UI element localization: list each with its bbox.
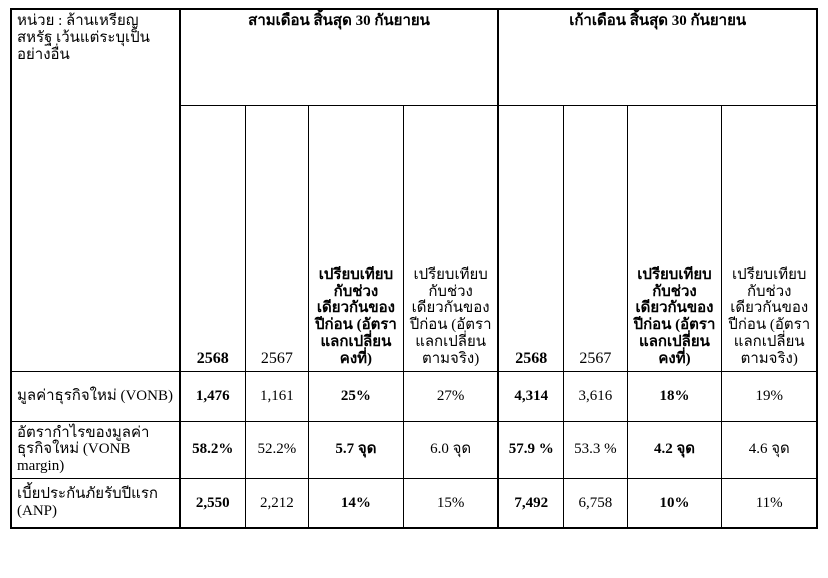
cell-anp-2567-9m: 6,758: [564, 478, 627, 528]
cell-margin-afx-q3: 6.0 จุด: [403, 421, 498, 478]
table-header-row-subs: [11, 105, 817, 371]
subheader-year-2568-q3: 2568: [180, 105, 245, 371]
cell-anp-afx-9m: 11%: [722, 478, 817, 528]
cell-anp-2567-q3: 2,212: [245, 478, 308, 528]
table-row: [11, 371, 817, 421]
cell-margin-cfx-9m: 4.2 จุด: [627, 421, 722, 478]
cell-margin-2568-q3: 58.2%: [180, 421, 245, 478]
row-label-vonb: มูลค่าธุรกิจใหม่ (VONB): [11, 371, 180, 421]
cell-margin-cfx-q3: 5.7 จุด: [308, 421, 403, 478]
cell-vonb-2567-9m: 3,616: [564, 371, 627, 421]
cell-vonb-2568-9m: 4,314: [498, 371, 563, 421]
cell-anp-2568-q3: 2,550: [180, 478, 245, 528]
cell-vonb-afx-q3: 27%: [403, 371, 498, 421]
header-spacer-cell: [11, 105, 180, 371]
cell-anp-2568-9m: 7,492: [498, 478, 563, 528]
cell-margin-2568-9m: 57.9 %: [498, 421, 563, 478]
cell-margin-2567-q3: 52.2%: [245, 421, 308, 478]
row-label-vonb-margin: อัตรากำไรของมูลค่าธุรกิจใหม่ (VONB margin): [11, 421, 180, 478]
group-header-nine-months: เก้าเดือน สิ้นสุด 30 กันยายน: [498, 9, 817, 105]
subheader-yoy-constant-fx-9m: เปรียบเทียบกับช่วงเดียวกันของปีก่อน (อัตราแลกเปลี่ยนคงที่): [627, 105, 722, 371]
financial-highlights-table: [10, 8, 818, 529]
cell-vonb-2568-q3: 1,476: [180, 371, 245, 421]
table-row: [11, 421, 817, 478]
table-header-row-groups: [11, 9, 817, 105]
cell-anp-cfx-q3: 14%: [308, 478, 403, 528]
subheader-year-2567-9m: 2567: [564, 105, 627, 371]
cell-vonb-2567-q3: 1,161: [245, 371, 308, 421]
subheader-year-2568-9m: 2568: [498, 105, 563, 371]
table-row: [11, 478, 817, 528]
subheader-year-2567-q3: 2567: [245, 105, 308, 371]
group-header-three-months: สามเดือน สิ้นสุด 30 กันยายน: [180, 9, 499, 105]
subheader-yoy-actual-fx-9m: เปรียบเทียบกับช่วงเดียวกันของปีก่อน (อัตราแลกเปลี่ยนตามจริง): [722, 105, 817, 371]
cell-vonb-cfx-9m: 18%: [627, 371, 722, 421]
unit-note-cell: หน่วย : ล้านเหรียญสหรัฐ เว้นแต่ระบุเป็นอย่างอื่น: [11, 9, 180, 105]
cell-vonb-afx-9m: 19%: [722, 371, 817, 421]
cell-vonb-cfx-q3: 25%: [308, 371, 403, 421]
subheader-yoy-actual-fx-q3: เปรียบเทียบกับช่วงเดียวกันของปีก่อน (อัตราแลกเปลี่ยนตามจริง): [403, 105, 498, 371]
cell-margin-afx-9m: 4.6 จุด: [722, 421, 817, 478]
cell-anp-afx-q3: 15%: [403, 478, 498, 528]
cell-anp-cfx-9m: 10%: [627, 478, 722, 528]
row-label-anp: เบี้ยประกันภัยรับปีแรก (ANP): [11, 478, 180, 528]
subheader-yoy-constant-fx-q3: เปรียบเทียบกับช่วงเดียวกันของปีก่อน (อัตราแลกเปลี่ยนคงที่): [308, 105, 403, 371]
cell-margin-2567-9m: 53.3 %: [564, 421, 627, 478]
